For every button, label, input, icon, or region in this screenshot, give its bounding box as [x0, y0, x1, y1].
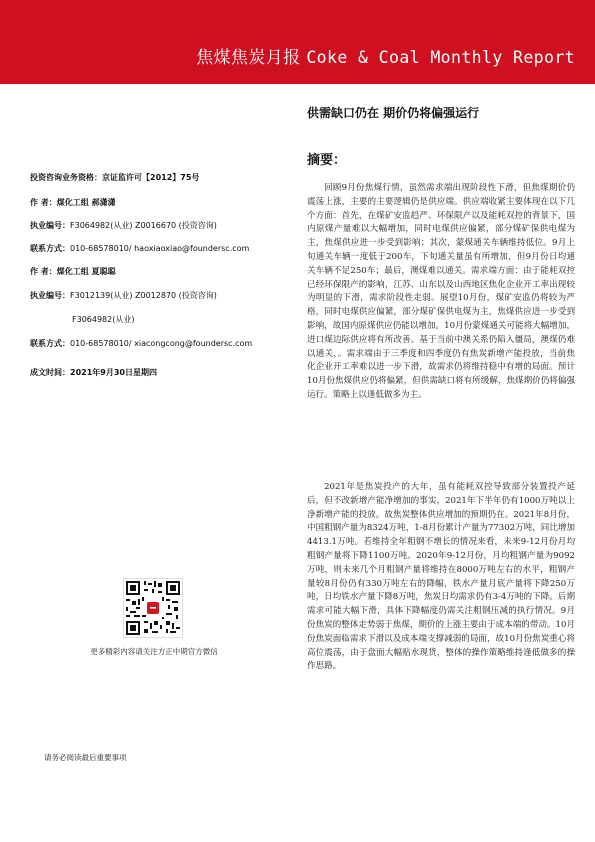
abstract-heading: 摘要： [307, 153, 347, 168]
author2-label: 作 者： [30, 267, 57, 276]
author2-license-label: 执业编号： [30, 291, 70, 300]
author1-contact-label: 联系方式： [30, 244, 70, 253]
header-banner [0, 0, 595, 84]
author1-name: 煤化工组 郝潇潇 [56, 198, 116, 207]
disclaimer-note: 请务必阅读最后重要事项 [44, 753, 127, 762]
author1-label: 作 者： [30, 198, 57, 207]
qualification-line [30, 172, 199, 183]
author1-license-value: F3064982(从业) Z0016670 (投资咨询) [70, 221, 217, 230]
author2-license-line [30, 290, 217, 301]
date-label: 成文时间： [30, 368, 70, 377]
author1-license-line [30, 220, 217, 231]
author2-line [30, 266, 116, 277]
author1-line [30, 197, 116, 208]
report-series-title-en: Coke & Coal Monthly Report [306, 48, 575, 67]
author2-contact-line [30, 338, 252, 349]
author2-contact-value: 010-68578010/ xiacongcong@foundersc.com [70, 339, 253, 348]
report-title: 供需缺口仍在 期价仍将偏强运行 [307, 106, 480, 120]
report-series-title-cn: 焦煤焦炭月报 [196, 48, 301, 68]
abstract-paragraph-coke: 2021年是焦炭投产的大年，虽有能耗双控导致部分装置投产延后，但不改新增产能净增加的事实，2021年下半年仍有1000万吨以上净新增产能的投放。故焦炭整体供应增加的预期仍在。2021年8月份，中国粗钢产量为8324万吨，1-8月份累计产量为77302万吨，同比增加4413.1万吨。若维持全年粗钢不增长的情况来看，未来9-12月份月均粗钢产量将下降1100万吨。2020年9-12月份，月均粗钢产量为9092万吨，则未来几个月粗钢产量将维持在8000万吨左右的水平，粗钢产量较8月份仍有330万吨左右的降幅，铁水产量月底产量将下降250万吨，日均铁水产量下降8万吨，焦炭日均需求仍有3-4万吨的下降。后期需求可能大幅下滑，具体下降幅度仍需关注粗钢压减的执行情况。9月份焦炭的整体走势弱于焦煤，期价的上涨主要由于成本端的带动。10月份焦炭面临需求下滑以及成本端支撑减弱的局面，故10月份焦炭重心将高位震荡，由于盘面大幅贴水现货，整体的操作策略维持逢低做多的操作思路。 [307, 482, 575, 672]
author2-license-value: F3012139(从业) Z0012870 (投资咨询) [70, 291, 217, 300]
date-value: 2021年9月30日星期四 [70, 368, 157, 377]
author2-license-extra: F3064982(从业) [72, 315, 135, 324]
qualification-label: 投资咨询业务资格： [30, 173, 102, 182]
author2-name: 煤化工组 夏聪聪 [56, 267, 116, 276]
qualification-value: 京证监许可【2012】75号 [102, 173, 200, 182]
author1-contact-line [30, 243, 249, 254]
qr-code-icon [124, 579, 182, 637]
date-line [30, 367, 157, 378]
author1-license-label: 执业编号： [30, 221, 70, 230]
abstract-paragraph-coking-coal: 回顾9月份焦煤行情，虽然需求端出现阶段性下滑，但焦煤期价仍震荡上涨，主要的主要逻辑仍是供应端。供应端收紧主要体现在以下几个方面：首先，在煤矿安监趋严、环保限产以及能耗双控的背景下，国内原煤产量难以大幅增加，同时电煤供应偏紧，部分煤矿保供电煤为主，焦煤供应进一步受到影响；其次，蒙煤通关车辆维持低位。9月上旬通关车辆一度低于200车，下旬通关量虽有所增加，但9月份日均通关车辆不足250车；最后，澳煤难以通关。需求端方面：由于能耗双控已经环保限产的影响，江苏、山东以及山西地区焦化企业开工率出现较为明显的下滑，需求阶段性走弱。展望10月份，煤矿安监仍将较为严格，同时电煤供应偏紧，部分煤矿保供电煤为主，焦煤供应进一步受到影响，故国内原煤供应仍能以增加。10月份蒙煤通关可能将大幅增加，进口煤边际供应将有所改善。基于当前中澳关系仍陷入僵局，澳煤仍难以通关，。需求端由于三季度和四季度仍有焦炭新增产能投放，当前焦化企业开工率难以进一步下滑，故需求仍将维持稳中有增的局面。预计10月份焦煤供应仍将偏紧，但供需缺口将有所缓解，焦煤期价仍将偏强运行。策略上以逢低做多为主。 [307, 183, 575, 400]
report-series-title [196, 43, 575, 68]
qr-caption: 更多精彩内容请关注方正中期官方微信 [90, 647, 218, 656]
author1-contact-value: 010-68578010/ haoxiaoxiao@foundersc.com [70, 244, 250, 253]
author2-contact-label: 联系方式： [30, 339, 70, 348]
wechat-qr-code [123, 578, 183, 638]
